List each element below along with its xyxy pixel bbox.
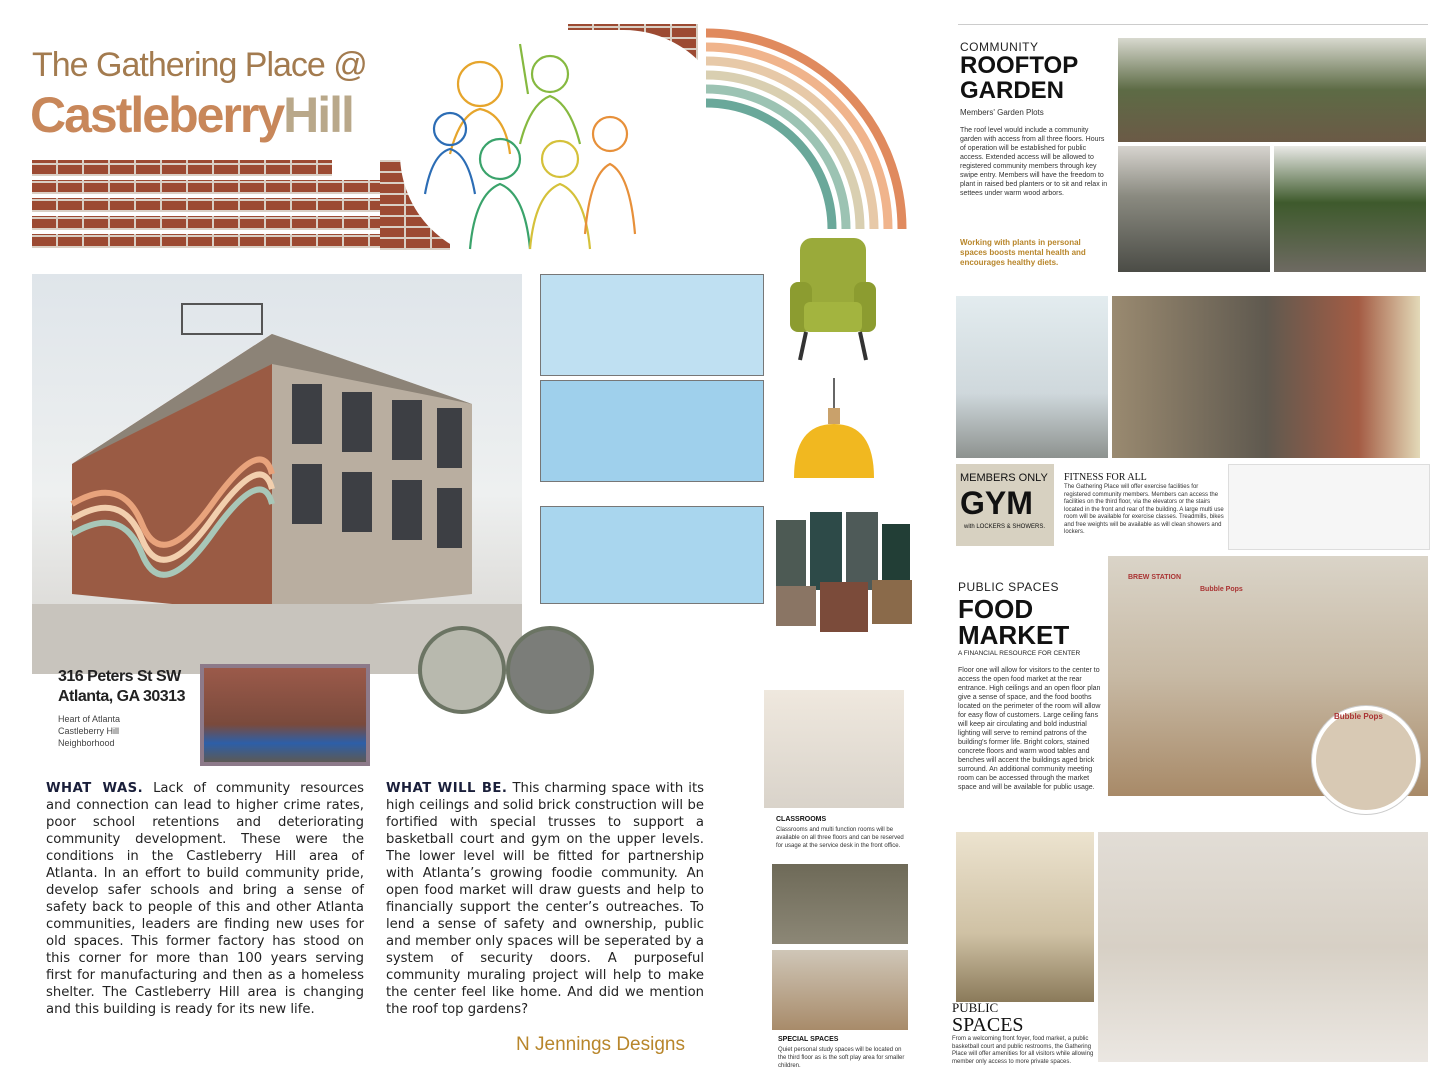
gym-kicker: MEMBERS ONLY [960,472,1048,484]
special-spaces-text: Quiet personal study spaces will be located on the third floor as is the soft play area for smaller children. [778,1047,905,1069]
gym-sketch [1228,464,1430,550]
street-photo [200,664,370,766]
brick-strip [32,198,412,212]
what-was-paragraph [46,780,364,1018]
rooftop-garden-render-3 [1274,146,1426,272]
floor-plan-2 [540,380,764,482]
title-line2 [30,86,353,144]
address-desc2: Castleberry Hill [58,726,120,736]
community-people-illustration [420,34,640,254]
pendant-lamp-image [790,378,878,484]
floor-plan-1 [540,274,764,376]
classroom-render [764,690,904,808]
address-desc1: Heart of Atlanta [58,714,121,724]
rooftop-garden-render-2 [1118,146,1270,272]
sign-brew-station: BREW STATION [1128,574,1182,581]
brick-strip [32,234,432,248]
map-circle-street [418,626,506,714]
material-swatch [872,580,912,624]
gym-render-2 [1112,296,1420,458]
map-circle-aerial [506,626,594,714]
rooftop-garden-render-1 [1118,38,1426,142]
what-was-text: Lack of community resources and connection can lead to higher crime rates, poor school retentions and deteriorating community development. These were the conditions in the Castleberry Hill area of Atlanta. In an effort to build community pride, develop safer schools and bring a sense of safety back to people of this and other Atlanta communities, leaders are finding new uses for old spaces. This former factory has stood on this corner for more than 100 years serving first for manufacturing and then as a homeless shelter. The Castleberry Hill area is changing and this building is ready for its new life. [46,781,364,1017]
special-spaces-title: SPECIAL SPACES [778,1036,839,1043]
rooftop-subtitle: Members' Garden Plots [960,108,1044,117]
sign-bubble-pops: Bubble Pops [1200,586,1243,593]
food-market-title2: MARKET [958,620,1070,650]
what-will-be-text: This charming space with its high ceilings and solid brick construction will be fortified with special trusses to support a basketball court and gym on the upper levels. The lower level will be fitted for partnership with Atlanta’s growing foodie community. An open food market will draw guests and help to financially support the center’s outreaches. To lend a sense of safety and ownership, public and member only spaces will be seperated by a system of security doors. A purposeful community muraling project will help to make the center feel like home. And did we mention the roof top gardens? [386,781,704,1017]
classrooms-title: CLASSROOMS [776,816,827,823]
rooftop-quote: Working with plants in personal spaces boosts mental health and encourages healthy diets. [960,238,1086,267]
gym-render-1 [956,296,1108,458]
title-castleberry: Castleberry [30,87,284,143]
public-spaces-title1: PUBLIC [952,1000,999,1015]
public-spaces-title2: SPACES [952,1014,1024,1036]
floor-plan-3 [540,506,764,604]
food-market-kicker: PUBLIC SPACES [958,580,1059,594]
food-market-text: Floor one will allow for visitors to the center to access the open food market at the rear entrance. High ceilings and an open floor plan give a sense of space, and the food booths located on the perimeter of the room will allow for easy flow of customers. Large ceiling fans will keep air circulating and bold industrial lighting will serve to remind patrons of the building's former life. Bright colors, stained concrete floors and warm wood tables and benches will accent the buildings aged brick surround. An additional community meeting room can be accessed through the market space and will be available for public usage. [958,667,1101,791]
sign-bubble-pops-detail: Bubble Pops [1334,712,1383,721]
designer-signature: N Jennings Designs [516,1034,685,1055]
rainbow-graphic [706,28,912,234]
material-swatch [810,512,842,590]
lobby-render [956,832,1094,1002]
rooftop-text: The roof level would include a community garden with access from all three floors. Hours of operation will be established for public access. Extended access will be allowed to registered community members through key swipe entry. Members will have the freedom to plant in raised bed planters or to sit and relax in settees under warm wood arbors. [960,127,1108,197]
fitness-text: The Gathering Place will offer exercise facilities for registered community members. Members can access the facilities on the third floor, via the elevators or the stairs located in the front and rear of the building. A large multi use room will be available for exercise classes. Treadmills, bikes and free weights will be available as will clean showers and lockers. [1064,484,1224,535]
address-city: Atlanta, GA 30313 [58,688,185,705]
food-booth-detail-circle [1312,706,1420,814]
what-will-be-label: WHAT WILL BE. [386,781,508,796]
basketball-court-render [1098,832,1428,1062]
food-market-subtitle: A FINANCIAL RESOURCE FOR CENTER [958,650,1081,657]
gym-title: GYM [960,485,1033,521]
title-hill: Hill [283,87,353,143]
public-spaces-text: From a welcoming front foyer, food market, a public basketball court and public restrooms, the Gathering Place will offer amenities for all visitors while allowing member only access to more private spaces. [952,1036,1094,1065]
what-will-be-paragraph [386,780,704,1018]
material-swatch [820,582,868,632]
material-swatch [846,512,878,590]
top-rule [958,24,1428,25]
rooftop-kicker: COMMUNITY [960,40,1039,54]
address-street: 316 Peters St SW [58,668,181,685]
armchair-image [786,232,880,372]
classrooms-text: Classrooms and multi function rooms will be available on all three floors and can be reserved for usage at the service desk in the front office. [776,827,904,849]
address-desc3: Neighborhood [58,738,115,748]
gym-subtitle: with LOCKERS & SHOWERS. [964,524,1046,530]
rooftop-title2: GARDEN [960,77,1065,104]
material-swatch [776,586,816,626]
fitness-title: FITNESS FOR ALL [1064,472,1147,483]
food-market-title1: FOOD [958,594,1034,624]
title-line1: The Gathering Place @ [32,46,367,84]
brick-strip [32,180,432,194]
play-area-render [772,950,908,1030]
brick-strip [32,160,332,176]
study-space-render [772,864,908,944]
rooftop-title1: ROOFTOP [960,52,1079,79]
building-render [32,274,522,674]
what-was-label: WHAT WAS. [46,781,144,796]
